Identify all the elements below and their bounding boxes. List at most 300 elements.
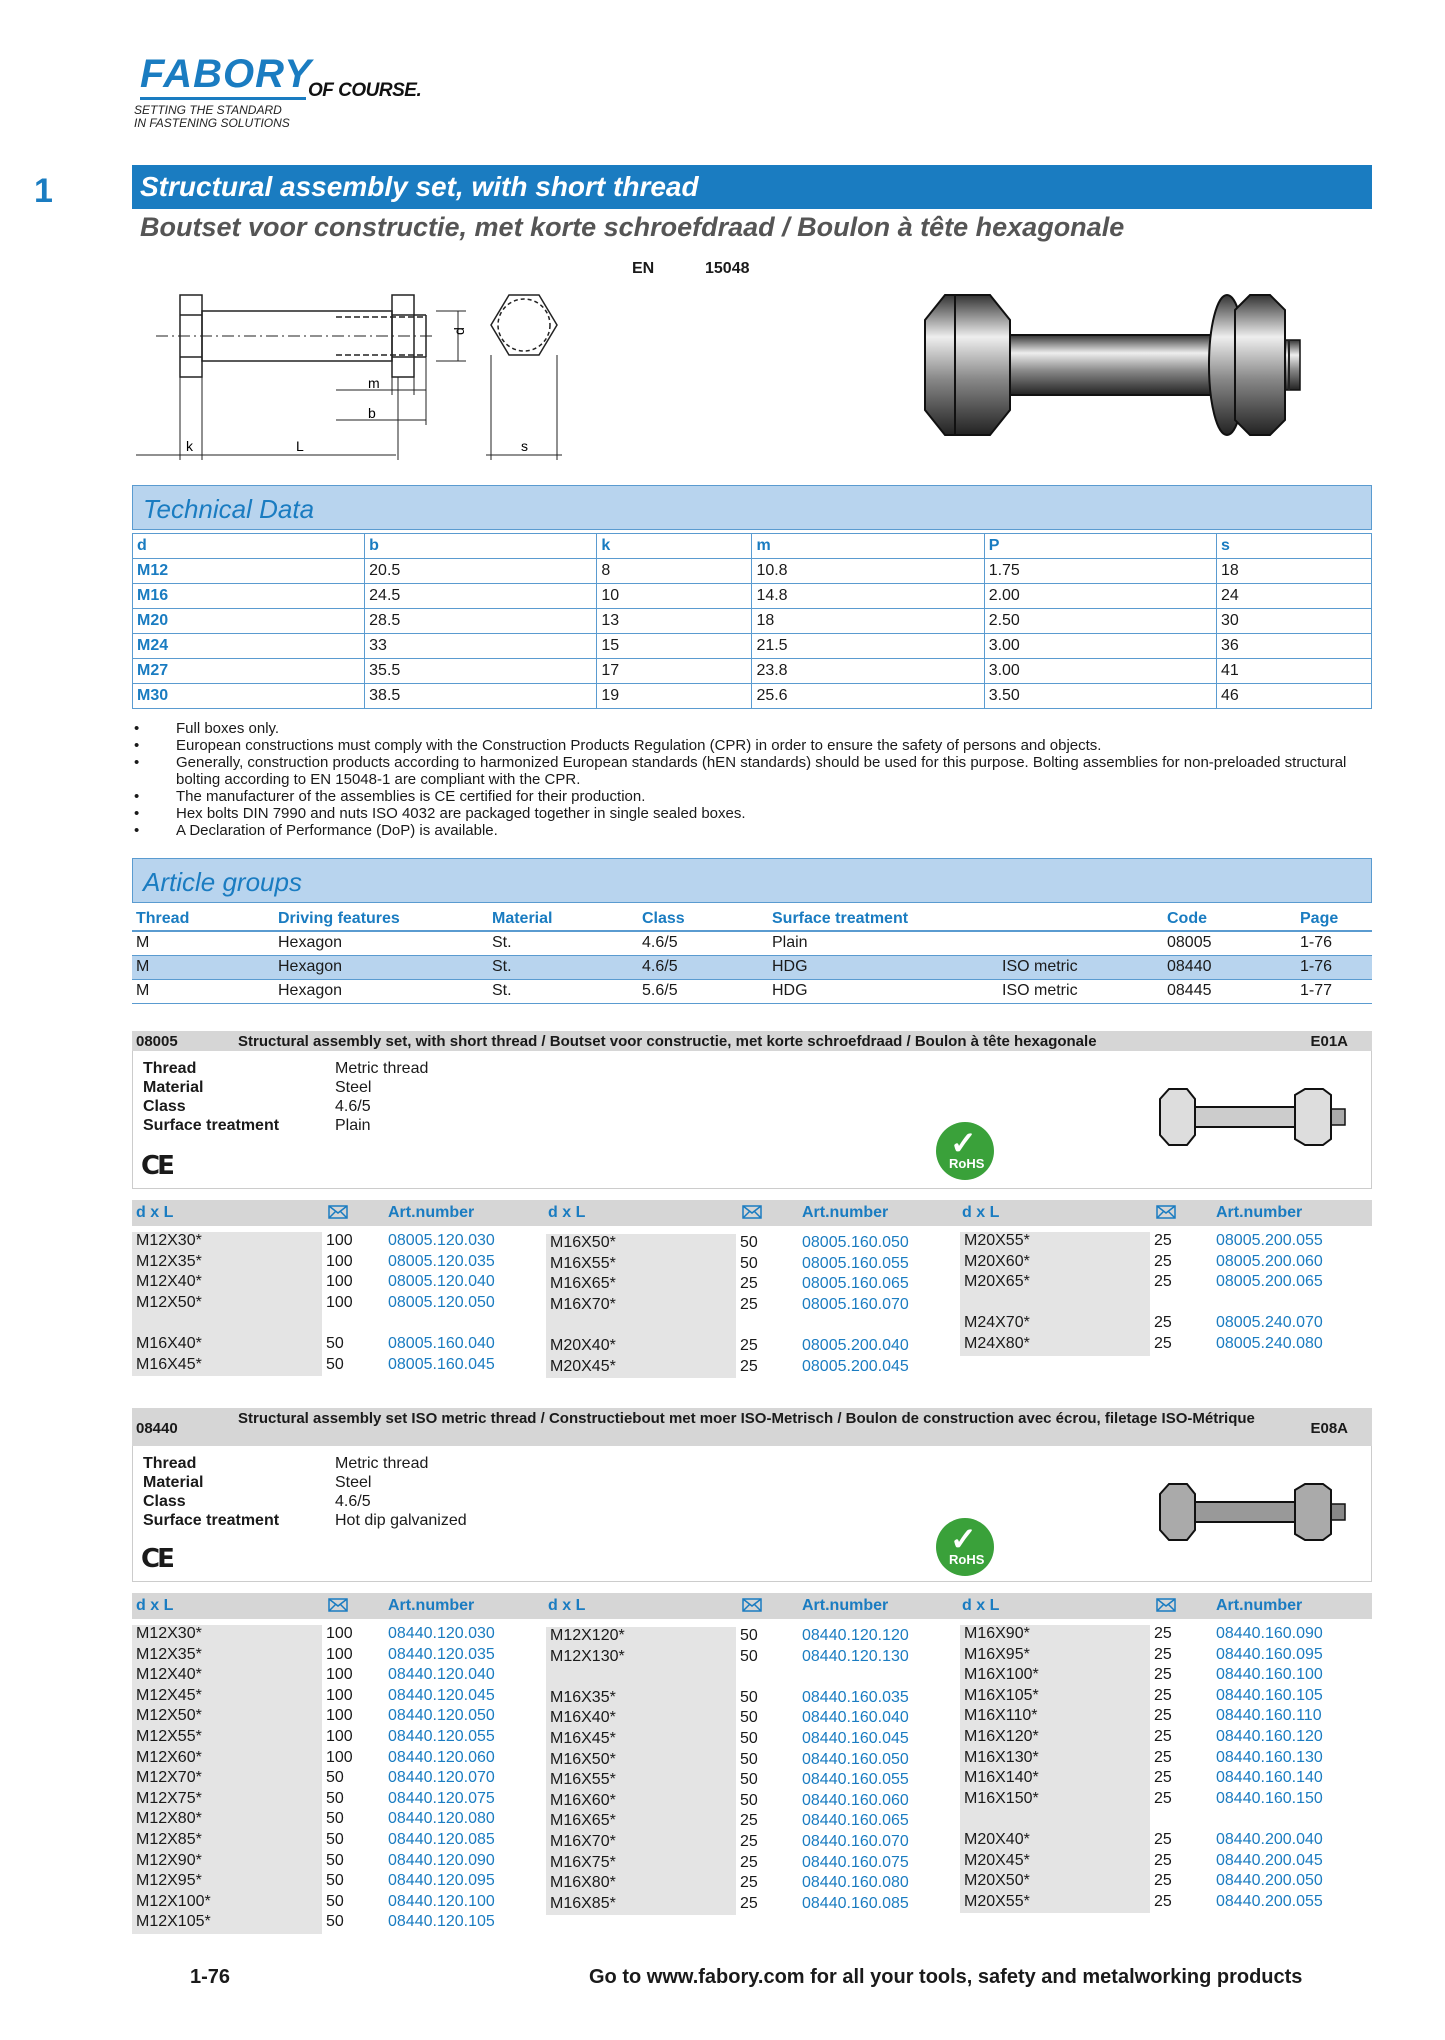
col-dxl-3: d x L [962, 1597, 1000, 1614]
box-quantity: 100 [326, 1666, 353, 1684]
article-number-link[interactable]: 08005.160.065 [802, 1275, 909, 1293]
note-item: • Generally, construction products according to harmonized European standards (hEN standards) should be used for this purpose. Bolting assemblies for non-preloaded structural bolting according to EN 15048-1 are compliant with the CPR. [132, 754, 1372, 788]
property-key: Surface treatment [143, 1117, 280, 1134]
label-m: m [368, 375, 380, 391]
article-number-link[interactable]: 08440.120.130 [802, 1647, 909, 1665]
brand-subline-1: SETTING THE STANDARD [134, 103, 282, 117]
article-number-link[interactable]: 08440.120.030 [388, 1625, 495, 1642]
group-cell: 08445 [1163, 979, 1296, 1003]
property-row [143, 1116, 428, 1135]
tech-cell: 18 [1216, 559, 1371, 584]
box-quantity: 100 [326, 1252, 353, 1270]
article-number-link[interactable]: 08440.120.035 [388, 1645, 495, 1663]
box-quantity: 25 [1154, 1686, 1172, 1704]
bolt-image [915, 290, 1355, 440]
property-value: 4.6/5 [335, 1098, 371, 1115]
article-number-link[interactable]: 08005.120.035 [388, 1252, 495, 1270]
article-number-link[interactable]: 08005.240.080 [1216, 1334, 1323, 1352]
article-number-link[interactable]: 08440.120.075 [388, 1789, 495, 1807]
article-number-link[interactable]: 08440.120.050 [388, 1707, 495, 1725]
product-title: Structural assembly set, with short thread / Boutset voor constructie, met korte schroefdraad / Boulon à tête hexagonale [238, 1033, 1097, 1050]
article-number-link[interactable]: 08005.160.070 [802, 1295, 909, 1313]
article-number-link[interactable]: 08440.120.080 [388, 1810, 495, 1828]
article-number-link[interactable]: 08005.200.045 [802, 1357, 909, 1375]
box-quantity: 50 [326, 1810, 344, 1828]
group-cell: St. [488, 931, 638, 955]
tech-cell: 36 [1216, 634, 1371, 659]
tech-cell: 20.5 [365, 559, 597, 584]
property-key: Class [143, 1493, 186, 1510]
group-cell: Plain [768, 931, 998, 955]
tech-cell: 46 [1216, 684, 1371, 709]
article-number-link[interactable]: 08440.120.100 [388, 1892, 495, 1910]
box-quantity: 50 [740, 1729, 758, 1747]
group-col-header: Code [1163, 907, 1296, 931]
tech-cell: 24.5 [365, 584, 597, 609]
table-row [133, 559, 1372, 584]
size-dxl: M16X90* [960, 1625, 1150, 1646]
size-dxl: M16X50* [546, 1234, 736, 1255]
tech-cell: 25.6 [752, 684, 984, 709]
size-dxl: M16X80* [546, 1874, 736, 1895]
table-row [133, 634, 1372, 659]
size-dxl: M16X45* [546, 1730, 736, 1751]
tech-col-header: m [752, 534, 984, 559]
article-number-link[interactable]: 08005.120.050 [388, 1293, 495, 1311]
logo-underline [140, 97, 306, 100]
col-art-1: Art.number [388, 1597, 475, 1614]
size-dxl: M20X50* [960, 1872, 1150, 1893]
box-quantity: 50 [326, 1355, 344, 1373]
size-dxl [546, 1668, 736, 1689]
box-qty-icon [1156, 1205, 1176, 1224]
property-row [143, 1078, 428, 1097]
box-quantity: 25 [1154, 1666, 1172, 1684]
group-col-header: Surface treatment [768, 907, 998, 931]
property-row [143, 1473, 467, 1492]
article-number-link[interactable]: 08440.120.070 [388, 1769, 495, 1787]
box-quantity: 25 [1154, 1769, 1172, 1787]
article-number-link[interactable]: 08440.200.055 [1216, 1892, 1323, 1910]
group-cell: M [132, 931, 274, 955]
property-row [143, 1511, 467, 1530]
product-properties [143, 1454, 467, 1530]
size-dxl: M12X105* [132, 1913, 322, 1934]
product-title: Structural assembly set ISO metric thread / Constructiebout met moer ISO-Metrisch / Boulon de construction avec écrou, filetage ISO-Métrique [238, 1410, 1255, 1427]
article-number-link[interactable]: 08005.200.065 [1216, 1273, 1323, 1291]
brand-logo: FABORY [140, 52, 312, 96]
box-quantity: 25 [740, 1336, 758, 1354]
group-cell: Hexagon [274, 931, 488, 955]
article-number-link[interactable]: 08440.120.105 [388, 1913, 495, 1931]
property-value: Steel [335, 1079, 372, 1096]
size-dxl: M12X60* [132, 1749, 322, 1770]
technical-data-table [132, 533, 1372, 709]
box-quantity: 25 [1154, 1625, 1172, 1642]
article-number-link[interactable]: 08440.120.120 [802, 1627, 909, 1644]
box-quantity: 50 [326, 1913, 344, 1931]
box-quantity: 50 [326, 1851, 344, 1869]
article-number-link[interactable]: 08440.160.055 [802, 1771, 909, 1789]
group-cell: 4.6/5 [638, 931, 768, 955]
size-dxl: M12X95* [132, 1872, 322, 1893]
box-quantity: 100 [326, 1645, 353, 1663]
tech-cell: 8 [597, 559, 752, 584]
notes-list [132, 720, 1372, 839]
box-quantity: 25 [1154, 1727, 1172, 1745]
article-number-link[interactable]: 08005.160.050 [802, 1234, 909, 1251]
size-dxl: M24X70* [960, 1314, 1150, 1335]
size-dxl: M16X60* [546, 1792, 736, 1813]
size-dxl: M12X50* [132, 1294, 322, 1315]
article-number-link[interactable]: 08440.200.050 [1216, 1872, 1323, 1890]
group-col-header: Material [488, 907, 638, 931]
box-quantity: 50 [326, 1830, 344, 1848]
tech-cell: 38.5 [365, 684, 597, 709]
size-dxl: M16X100* [960, 1666, 1150, 1687]
box-quantity: 50 [740, 1709, 758, 1727]
size-dxl: M16X50* [546, 1751, 736, 1772]
size-dxl: M12X90* [132, 1852, 322, 1873]
article-number-link[interactable]: 08005.160.055 [802, 1254, 909, 1272]
product-header-08440 [132, 1408, 1372, 1446]
size-dxl: M16X130* [960, 1749, 1150, 1770]
group-col-header [998, 907, 1163, 931]
tech-cell: 33 [365, 634, 597, 659]
box-quantity: 100 [326, 1232, 353, 1249]
box-qty-icon [328, 1598, 348, 1617]
size-dxl: M16X95* [960, 1646, 1150, 1667]
box-qty-icon [1156, 1598, 1176, 1617]
box-quantity: 25 [1154, 1789, 1172, 1807]
size-dxl: M16X70* [546, 1833, 736, 1854]
ce-mark-icon: CE [141, 1544, 172, 1574]
product-header-08005 [132, 1031, 1372, 1051]
group-cell: 08440 [1163, 955, 1296, 979]
size-dxl: M12X80* [132, 1810, 322, 1831]
table-row [133, 609, 1372, 634]
box-quantity: 100 [326, 1686, 353, 1704]
box-quantity: 25 [740, 1275, 758, 1293]
article-number-link[interactable]: 08440.160.130 [1216, 1748, 1323, 1766]
group-col-header: Class [638, 907, 768, 931]
article-number-link[interactable]: 08440.120.085 [388, 1830, 495, 1848]
size-dxl: M12X30* [132, 1232, 322, 1253]
col-dxl-3: d x L [962, 1204, 1000, 1221]
note-item: • Hex bolts DIN 7990 and nuts ISO 4032 are packaged together in single sealed boxes. [132, 805, 1372, 822]
tech-cell: 21.5 [752, 634, 984, 659]
property-key: Material [143, 1079, 204, 1096]
tech-cell: 14.8 [752, 584, 984, 609]
property-value: Metric thread [335, 1060, 429, 1077]
group-col-header: Thread [132, 907, 274, 931]
size-dxl: M16X120* [960, 1728, 1150, 1749]
box-quantity: 25 [1154, 1334, 1172, 1352]
table-row [133, 659, 1372, 684]
rohs-badge-icon: ✓ RoHS [936, 1122, 994, 1180]
size-dxl: M20X65* [960, 1273, 1150, 1294]
col-dxl-1: d x L [136, 1597, 174, 1614]
property-key: Thread [143, 1455, 197, 1472]
property-value: Metric thread [335, 1455, 429, 1472]
list-header-08440 [132, 1593, 1372, 1619]
article-number-link[interactable]: 08005.200.040 [802, 1336, 909, 1354]
label-b: b [368, 405, 376, 421]
group-cell: 1-76 [1296, 931, 1372, 955]
size-dxl: M12X70* [132, 1769, 322, 1790]
list-header-08005 [132, 1200, 1372, 1226]
article-number-link[interactable]: 08440.160.150 [1216, 1789, 1323, 1807]
tech-cell: M16 [133, 584, 365, 609]
table-row[interactable] [132, 931, 1372, 955]
size-dxl: M12X55* [132, 1728, 322, 1749]
article-number-link[interactable]: 08440.160.100 [1216, 1666, 1323, 1684]
box-quantity: 50 [326, 1789, 344, 1807]
tech-cell: 13 [597, 609, 752, 634]
box-quantity: 25 [740, 1894, 758, 1912]
group-cell: M [132, 979, 274, 1003]
article-number-link[interactable]: 08440.160.095 [1216, 1645, 1323, 1663]
brand-subline [134, 104, 334, 130]
size-dxl: M16X65* [546, 1275, 736, 1296]
size-dxl: M20X40* [960, 1831, 1150, 1852]
box-quantity: 50 [740, 1750, 758, 1768]
box-quantity: 100 [326, 1273, 353, 1291]
col-dxl-2: d x L [548, 1204, 586, 1221]
tech-cell: 10.8 [752, 559, 984, 584]
size-dxl: M16X75* [546, 1854, 736, 1875]
col-dxl-2: d x L [548, 1597, 586, 1614]
article-number-link[interactable]: 08005.200.060 [1216, 1252, 1323, 1270]
box-quantity: 50 [740, 1234, 758, 1251]
size-dxl [132, 1314, 322, 1335]
chapter-number: 1 [34, 172, 53, 210]
article-number-link[interactable]: 08440.160.040 [802, 1709, 909, 1727]
page-title: Structural assembly set, with short thread [132, 165, 1372, 209]
article-number-link[interactable]: 08440.160.050 [802, 1750, 909, 1768]
article-groups-header: Article groups [132, 858, 1372, 903]
group-cell: St. [488, 955, 638, 979]
article-number-link[interactable]: 08440.160.060 [802, 1791, 909, 1809]
article-number-link[interactable]: 08440.160.070 [802, 1832, 909, 1850]
size-dxl: M16X35* [546, 1689, 736, 1710]
box-quantity: 50 [740, 1627, 758, 1644]
product-bolt-icon [1155, 1482, 1355, 1542]
col-art-3: Art.number [1216, 1204, 1303, 1221]
tech-cell: 2.50 [984, 609, 1216, 634]
box-quantity: 25 [740, 1357, 758, 1375]
box-quantity: 25 [1154, 1232, 1172, 1249]
article-number-link[interactable]: 08440.160.080 [802, 1874, 909, 1892]
tech-cell: M30 [133, 684, 365, 709]
article-number-link[interactable]: 08440.120.040 [388, 1666, 495, 1684]
box-quantity: 25 [1154, 1707, 1172, 1725]
product-code: 08005 [136, 1033, 178, 1050]
article-number-link[interactable]: 08440.160.105 [1216, 1686, 1323, 1704]
property-row [143, 1097, 428, 1116]
article-number-link[interactable]: 08440.160.140 [1216, 1769, 1323, 1787]
tech-cell: 3.00 [984, 634, 1216, 659]
article-number-link[interactable]: 08440.120.095 [388, 1872, 495, 1890]
article-number-link[interactable]: 08440.160.075 [802, 1853, 909, 1871]
property-row [143, 1059, 428, 1078]
product-properties [143, 1059, 428, 1135]
box-quantity: 50 [740, 1791, 758, 1809]
box-qty-icon [328, 1205, 348, 1224]
box-quantity: 25 [1154, 1892, 1172, 1910]
rohs-label: RoHS [949, 1156, 985, 1171]
property-key: Thread [143, 1060, 197, 1077]
tech-cell: 24 [1216, 584, 1371, 609]
article-number-link[interactable]: 08005.240.070 [1216, 1314, 1323, 1332]
size-dxl: M12X35* [132, 1253, 322, 1274]
property-row [143, 1454, 467, 1473]
article-number-link[interactable]: 08440.160.120 [1216, 1727, 1323, 1745]
box-quantity: 25 [1154, 1273, 1172, 1291]
box-quantity: 50 [326, 1334, 344, 1352]
tech-cell: M27 [133, 659, 365, 684]
article-number-link[interactable]: 08440.160.090 [1216, 1625, 1323, 1642]
tech-cell: 17 [597, 659, 752, 684]
article-number-link[interactable]: 08440.160.065 [802, 1812, 909, 1830]
size-dxl: M12X130* [546, 1648, 736, 1669]
table-row[interactable] [132, 955, 1372, 979]
label-d: d [451, 327, 467, 335]
article-number-link[interactable]: 08440.120.045 [388, 1686, 495, 1704]
property-value: Hot dip galvanized [335, 1512, 467, 1529]
article-number-link[interactable]: 08005.160.040 [388, 1334, 495, 1352]
box-quantity: 50 [326, 1769, 344, 1787]
size-dxl: M16X110* [960, 1707, 1150, 1728]
size-dxl: M16X85* [546, 1895, 736, 1916]
tech-col-header: d [133, 534, 365, 559]
article-number-link[interactable]: 08005.200.055 [1216, 1232, 1323, 1249]
group-cell: ISO metric [998, 955, 1163, 979]
tech-cell: M24 [133, 634, 365, 659]
article-number-link[interactable]: 08440.160.035 [802, 1688, 909, 1706]
article-number-link[interactable]: 08440.120.060 [388, 1748, 495, 1766]
rohs-badge-icon: ✓ RoHS [936, 1518, 994, 1576]
technical-drawing [136, 285, 576, 465]
standard-label: EN [632, 260, 655, 277]
product-bolt-icon [1155, 1087, 1355, 1147]
size-dxl: M12X100* [132, 1893, 322, 1914]
table-row[interactable] [132, 979, 1372, 1003]
tech-cell: 3.50 [984, 684, 1216, 709]
tech-cell: 10 [597, 584, 752, 609]
ce-mark-icon: CE [141, 1151, 172, 1181]
group-cell: M [132, 955, 274, 979]
box-quantity: 50 [740, 1688, 758, 1706]
tech-cell: 1.75 [984, 559, 1216, 584]
label-k: k [186, 438, 193, 454]
col-art-1: Art.number [388, 1204, 475, 1221]
page-subtitle: Boutset voor constructie, met korte schroefdraad / Boulon à tête hexagonale [140, 212, 1125, 242]
tech-cell: 2.00 [984, 584, 1216, 609]
product-info-08440 [132, 1446, 1372, 1582]
tech-col-header: P [984, 534, 1216, 559]
property-key: Surface treatment [143, 1512, 280, 1529]
page-number: 1-76 [190, 1966, 231, 1988]
product-tag: E01A [1310, 1033, 1348, 1050]
product-info-08005 [132, 1051, 1372, 1189]
article-number-link[interactable]: 08440.160.045 [802, 1729, 909, 1747]
box-quantity: 25 [740, 1295, 758, 1313]
group-cell: Hexagon [274, 979, 488, 1003]
size-dxl: M16X140* [960, 1769, 1150, 1790]
article-number-link[interactable]: 08005.160.045 [388, 1355, 495, 1373]
size-dxl: M20X55* [960, 1893, 1150, 1914]
brand-subline-2: IN FASTENING SOLUTIONS [134, 116, 290, 130]
size-dxl: M16X45* [132, 1356, 322, 1377]
article-number-link[interactable]: 08005.120.040 [388, 1273, 495, 1291]
article-number-link[interactable]: 08440.200.045 [1216, 1851, 1323, 1869]
group-cell: St. [488, 979, 638, 1003]
size-dxl: M20X45* [960, 1852, 1150, 1873]
tech-cell: 18 [752, 609, 984, 634]
article-number-link[interactable]: 08005.120.030 [388, 1232, 495, 1249]
tech-cell: M12 [133, 559, 365, 584]
size-dxl: M20X45* [546, 1358, 736, 1379]
size-dxl: M20X40* [546, 1337, 736, 1358]
box-quantity: 25 [1154, 1645, 1172, 1663]
size-dxl: M12X75* [132, 1790, 322, 1811]
box-quantity: 25 [740, 1832, 758, 1850]
article-number-link[interactable]: 08440.120.090 [388, 1851, 495, 1869]
size-dxl: M12X35* [132, 1646, 322, 1667]
box-quantity: 100 [326, 1727, 353, 1745]
size-dxl: M16X150* [960, 1790, 1150, 1811]
box-quantity: 25 [740, 1853, 758, 1871]
article-number-link[interactable]: 08440.160.110 [1216, 1707, 1322, 1725]
box-quantity: 25 [1154, 1748, 1172, 1766]
box-quantity: 50 [740, 1254, 758, 1272]
box-quantity: 25 [1154, 1314, 1172, 1332]
rohs-label: RoHS [949, 1552, 985, 1567]
group-col-header: Page [1296, 907, 1372, 931]
tech-col-header: s [1216, 534, 1371, 559]
box-quantity: 25 [1154, 1252, 1172, 1270]
size-dxl [546, 1316, 736, 1337]
article-number-link[interactable]: 08440.160.085 [802, 1894, 909, 1912]
property-value: Plain [335, 1117, 371, 1134]
size-dxl: M12X85* [132, 1831, 322, 1852]
size-dxl [960, 1294, 1150, 1315]
col-art-2: Art.number [802, 1204, 889, 1221]
size-dxl: M16X70* [546, 1296, 736, 1317]
property-row [143, 1492, 467, 1511]
group-cell: 08005 [1163, 931, 1296, 955]
group-cell: HDG [768, 979, 998, 1003]
box-quantity: 50 [326, 1892, 344, 1910]
tech-col-header: b [365, 534, 597, 559]
col-art-3: Art.number [1216, 1597, 1303, 1614]
tech-cell: 3.00 [984, 659, 1216, 684]
box-quantity: 100 [326, 1707, 353, 1725]
size-dxl: M12X40* [132, 1666, 322, 1687]
size-dxl: M20X55* [960, 1232, 1150, 1253]
brand-tagline: OF COURSE. [308, 80, 422, 101]
size-dxl: M16X40* [132, 1335, 322, 1356]
article-number-link[interactable]: 08440.200.040 [1216, 1830, 1323, 1848]
box-quantity: 25 [1154, 1851, 1172, 1869]
article-number-link[interactable]: 08440.120.055 [388, 1727, 495, 1745]
tech-cell: 23.8 [752, 659, 984, 684]
group-cell: 1-77 [1296, 979, 1372, 1003]
group-col-header: Driving features [274, 907, 488, 931]
box-quantity: 100 [326, 1625, 353, 1642]
box-quantity: 100 [326, 1748, 353, 1766]
